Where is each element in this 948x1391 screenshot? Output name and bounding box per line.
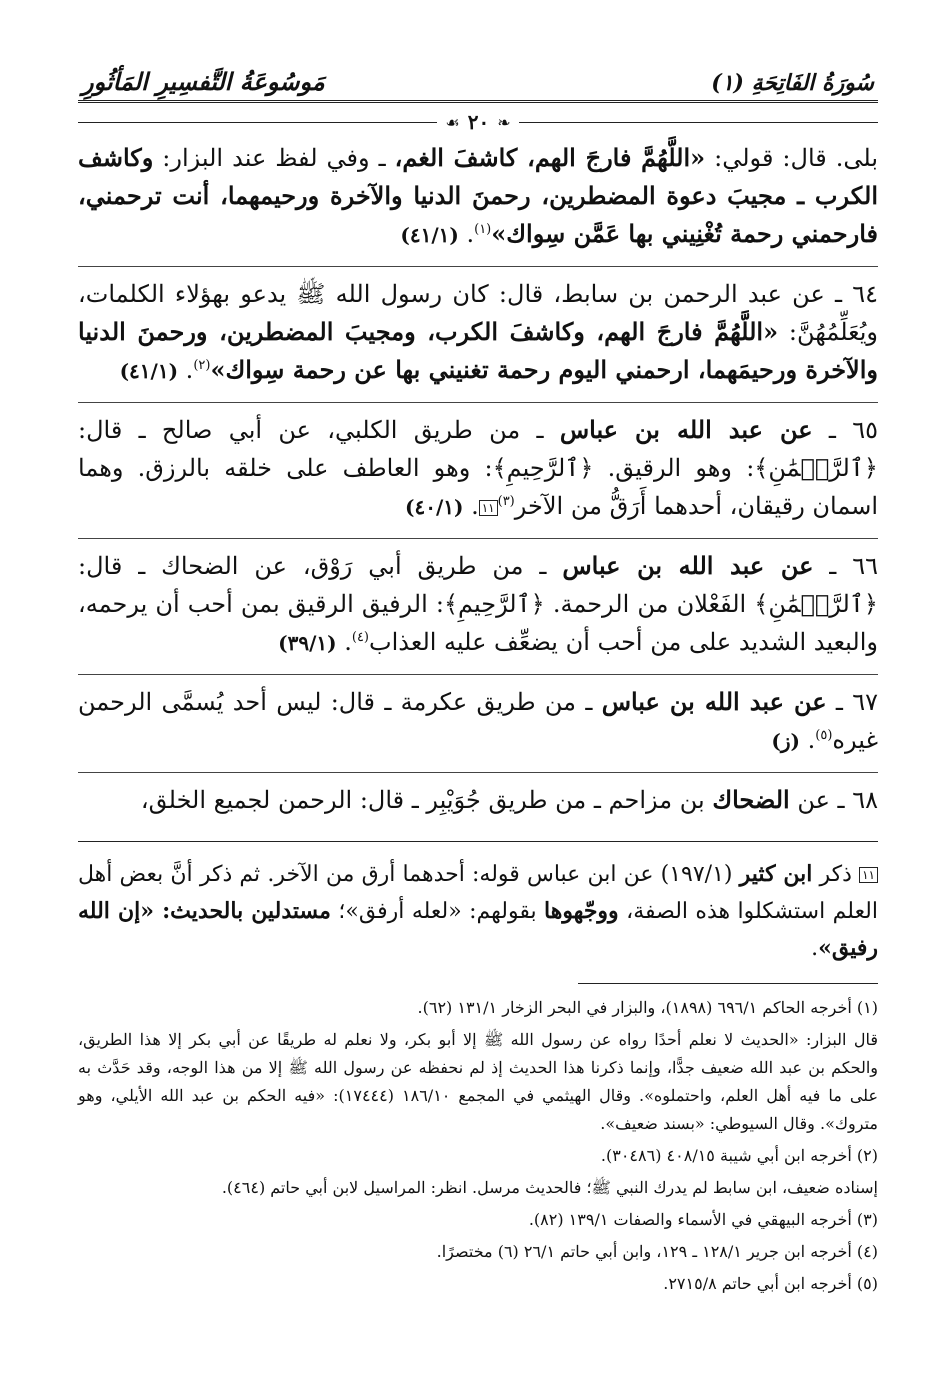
footnote: (١) أخرجه الحاكم ٦٩٦/١ (١٨٩٨)، والبزار في البحر الزخار ١٣١/١ (٦٢). <box>417 998 878 1017</box>
footnote: (٤) أخرجه ابن جرير ١٢٨/١ ـ ١٢٩، وابن أبي حاتم ٢٦/١ (٦) مختصرًا. <box>436 1242 878 1261</box>
text-run: ٦٦ ـ <box>813 552 878 580</box>
footnote-ref: (٤) <box>351 630 369 645</box>
bold-text: وكاشف الكرب ـ مجيبَ دعوة المضطرين، رحمنَ الدنيا والآخرة ورحيمهما، أنت ترحمني، فارحمني رحمة تُغْنِيني بها عَمَّن سِواك» <box>78 143 879 248</box>
footnote: إسناده ضعيف، ابن سابط لم يدرك النبي ﷺ؛ فالحديث مرسل. انظر: المراسيل لابن أبي حاتم (٤٦٤). <box>221 1178 878 1197</box>
header-rule <box>78 122 437 123</box>
text-run: (١٩٧/١) عن ابن عباس قوله: أحدهما أرق من الآخر. ثم ذكر أنَّ بعض أهل العلم استشكلوا هذه الصفة، <box>78 862 878 924</box>
bold-text: عن عبد الله بن عباس <box>601 687 827 716</box>
volume-page-ref: (ز) <box>771 729 800 753</box>
text-run: بقولهم: «لعله أرفق»؛ <box>330 899 545 924</box>
text-run: . <box>178 356 194 384</box>
text-run: ـ وفي لفظ عند البزار: <box>153 144 395 172</box>
editor-note-rule <box>78 841 878 842</box>
running-head <box>78 56 878 103</box>
text-run: . <box>463 492 479 520</box>
page-number: ٢٠ <box>467 110 490 134</box>
surah-title: سُورَةُ الفَاتِحَةِ (١) <box>711 70 874 96</box>
volume-page-ref: (٤١/١) <box>119 359 179 383</box>
footnote-ref: (٣) <box>497 494 515 509</box>
text-run: ـ من طريق عكرمة ـ قال: ليس أحد يُسمَّى الرحمن غيره <box>78 688 878 754</box>
footnote-ref: (١) <box>474 222 492 237</box>
bold-text: عن عبد الله بن عباس <box>559 415 813 444</box>
bold-text: مستدلين بالحديث: «إن الله رفيق» <box>78 898 878 961</box>
text-run: بن مزاحم ـ من طريق جُوَيْبِر ـ قال: الرحمن لجميع الخلق، <box>140 786 713 814</box>
bold-text: «اللَّهُمَّ فارجَ الهم، وكاشفَ الكرب، ومجيبَ المضطرين، ورحمنَ الدنيا والآخرة ورحيمَهما، ارحمني اليوم رحمة تغنيني بها عن رحمة سِواك» <box>78 317 878 384</box>
bold-text: «اللَّهُمَّ فارجَ الهم، كاشفَ الغم، <box>394 143 706 172</box>
volume-page-ref: (٤١/١) <box>400 223 459 247</box>
ornament-icon: ☙ <box>445 112 460 132</box>
bold-text: عن عبد الله بن عباس <box>562 551 814 580</box>
text-run: ذكر <box>812 862 860 887</box>
text-run: ـ من طريق أبي رَوْق، عن الضحاك ـ قال: ﴿ٱلرَّحۡمَٰنِ﴾ الفَعْلان من الرحمة. ﴿ٱلرَّحِيمِ﴾: الرفيق الرقيق بمن أحب أن يرحمه، والبعيد الشديد على من أحب أن يضعِّف عليه العذاب <box>78 552 878 656</box>
footnotes <box>78 994 878 1298</box>
volume-page-ref: (٣٩/١) <box>278 631 337 655</box>
bold-text: ابن كثير <box>739 861 813 887</box>
text-run: . <box>336 628 352 656</box>
text-run: ٦٨ ـ عن <box>789 786 878 814</box>
text-run: . <box>458 220 475 248</box>
hadith-entry-65 <box>78 411 878 539</box>
volume-page-ref: (٤٠/١) <box>404 495 464 519</box>
bold-text: ووجّهوها <box>544 898 619 924</box>
hadith-entry-67 <box>78 683 878 773</box>
footnote: (٥) أخرجه ابن أبي حاتم ٢٧١٥/٨. <box>663 1274 878 1293</box>
footnote: (٣) أخرجه البيهقي في الأسماء والصفات ١٣٩/١ (٨٢). <box>528 1210 878 1229</box>
hadith-entry-68 <box>78 781 878 831</box>
hadith-entry-66 <box>78 547 878 675</box>
text-run: ٦٧ ـ <box>826 688 878 716</box>
bold-text: الضحاك <box>712 785 790 814</box>
text-run: ـ من طريق الكلبي، عن أبي صالح ـ قال: ﴿ٱلرَّحۡمَٰنِ﴾: وهو الرقيق. ﴿ٱلرَّحِيمِ﴾: وهو العاطف على خلقه بالرزق. وهما اسمان رقيقان، أحدهما أَرَقُّ من الآخر <box>78 416 878 520</box>
footnote: (٢) أخرجه ابن أبي شيبة ٤٠٨/١٥ (٣٠٤٨٦). <box>600 1146 878 1165</box>
footnote-ref: (٥) <box>815 728 833 743</box>
text-run: بلى. قال: قولي: <box>705 144 879 172</box>
page-number-row <box>78 105 878 139</box>
book-title: مَوسُوعَةُ التَّفسِيرِ المَأثُورِ <box>82 67 325 96</box>
ornament-icon: ❧ <box>497 112 511 132</box>
hadith-entry-cont <box>78 139 878 267</box>
header-rule <box>519 122 878 123</box>
hadith-entries <box>78 139 878 831</box>
footnote: قال البزار: «الحديث لا نعلم أحدًا رواه عن رسول الله ﷺ إلا أبو بكر، ولا نعلم له طريقًا عن أبي بكر إلا هذا الطريق، والحكم بن عبد الله ضعيف جدًّا، وإنما ذكرنا هذا الحديث إذ لم نحفظه عن رسول الله ﷺ إلا من هذا الوجه، وقد حَدَّث به على ما فيه أهل العلم، واحتملوه». وقال الهيثمي في المجمع ١٨٦/١٠ (١٧٤٤٤): «فيه الحكم بن عبد الله الأيلي، وهو متروك». وقال السيوطي: «بسند ضعيف». <box>78 1030 879 1133</box>
page <box>78 56 878 1302</box>
hadith-entry-64 <box>78 275 878 403</box>
text-run: . <box>811 936 819 961</box>
editor-note-mark: ١١ <box>859 867 878 883</box>
text-run: ٦٥ ـ <box>812 416 878 444</box>
text-run: . <box>799 726 816 754</box>
editor-note-mark: ١١ <box>479 500 498 516</box>
text-run: ٦٤ ـ عن عبد الرحمن بن سابط، قال: كان رسول الله ﷺ يدعو بهؤلاء الكلمات، ويُعَلِّمُهُنَّ: <box>78 280 879 346</box>
editor-note <box>78 856 878 967</box>
footnote-rule <box>578 983 878 984</box>
footnote-ref: (٢) <box>193 358 211 373</box>
